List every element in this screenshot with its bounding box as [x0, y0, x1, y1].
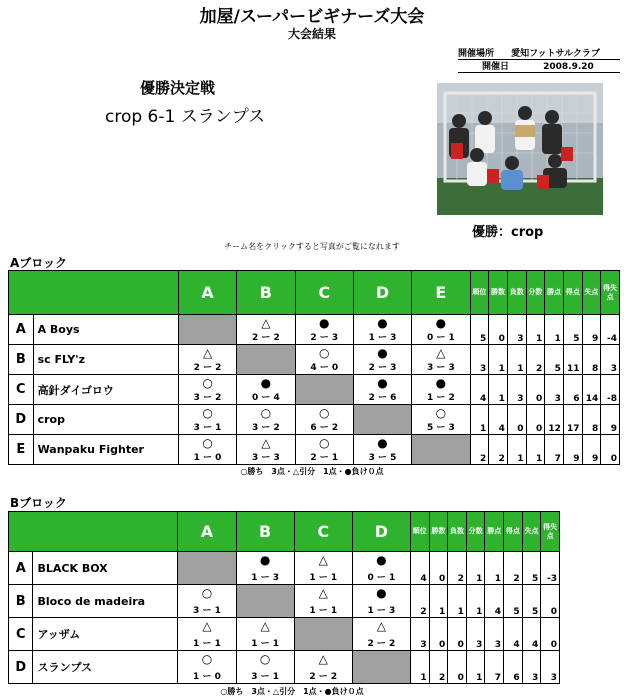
match-result-cell — [294, 585, 352, 618]
team-name-link[interactable]: A Boys — [33, 315, 178, 345]
stat-header: 負数 — [448, 512, 467, 552]
self-match-cell — [295, 375, 353, 405]
venue-row — [458, 46, 620, 60]
result-symbol: ○ — [201, 586, 213, 600]
match-score: 2 ー 2 — [251, 333, 280, 343]
match-result-cell — [295, 345, 353, 375]
result-symbol: ○ — [202, 406, 213, 420]
stat-value: 1 — [489, 375, 508, 405]
stat-value: 9 — [582, 315, 601, 345]
stat-value: 2 — [504, 552, 523, 585]
match-result-cell — [295, 435, 353, 465]
match-score: 4 ー 0 — [310, 363, 339, 373]
result-symbol: △ — [318, 586, 328, 600]
stat-value: 5 — [522, 552, 541, 585]
self-match-cell — [237, 345, 295, 375]
match-score: 3 ー 5 — [368, 453, 397, 463]
match-score: 0 ー 4 — [251, 393, 280, 403]
stat-value: 4 — [485, 585, 504, 618]
match-result-cell — [412, 315, 470, 345]
stat-value: 2 — [489, 435, 508, 465]
stat-value: 3 — [470, 345, 489, 375]
match-score: 0 ー 1 — [367, 573, 396, 583]
stat-value: 3 — [411, 618, 430, 651]
match-score: 3 ー 3 — [251, 453, 280, 463]
table-row — [9, 375, 620, 405]
self-match-cell — [178, 552, 236, 585]
stat-value: -8 — [601, 375, 620, 405]
match-score: 1 ー 1 — [251, 639, 279, 649]
stat-value: 3 — [541, 651, 560, 684]
stat-value: 0 — [489, 315, 508, 345]
block-a-table — [8, 270, 620, 465]
match-score: 6 ー 2 — [310, 423, 339, 433]
result-symbol: △ — [260, 619, 270, 633]
table-row — [9, 315, 620, 345]
result-symbol: △ — [376, 619, 387, 633]
stat-value: 3 — [601, 345, 620, 375]
stat-value: 0 — [541, 618, 560, 651]
row-letter: C — [9, 618, 33, 651]
stat-value: 3 — [466, 618, 485, 651]
match-result-cell — [178, 345, 236, 375]
match-result-cell — [295, 315, 353, 345]
result-symbol: ○ — [202, 436, 213, 450]
stat-value: 0 — [526, 375, 545, 405]
header-row — [9, 512, 560, 552]
stat-value: 0 — [541, 585, 560, 618]
stat-value: 7 — [545, 435, 564, 465]
stat-value: 14 — [582, 375, 601, 405]
stat-value: 6 — [563, 375, 582, 405]
team-name-link[interactable]: crop — [33, 405, 178, 435]
column-header-b: B — [237, 271, 295, 315]
team-name-link[interactable]: アッザム — [33, 618, 178, 651]
match-score: 1 ー 0 — [193, 453, 222, 463]
stat-value: 17 — [563, 405, 582, 435]
stat-value: 5 — [470, 315, 489, 345]
match-score: 3 ー 2 — [193, 393, 222, 403]
stat-value: 8 — [582, 345, 601, 375]
stat-value: 5 — [563, 315, 582, 345]
result-symbol: △ — [261, 316, 271, 330]
stat-value: 11 — [563, 345, 582, 375]
match-result-cell — [352, 585, 410, 618]
stat-value: 4 — [411, 552, 430, 585]
result-symbol: ○ — [260, 406, 272, 420]
match-score: 2 ー 3 — [368, 363, 397, 373]
match-result-cell — [412, 405, 470, 435]
result-symbol: ● — [260, 376, 272, 390]
row-letter: B — [9, 345, 34, 375]
match-result-cell — [237, 315, 295, 345]
self-match-cell — [236, 585, 294, 618]
stat-value: 4 — [504, 618, 523, 651]
stat-header: 失点 — [522, 512, 541, 552]
stat-value: 1 — [489, 345, 508, 375]
column-header-e: E — [412, 271, 470, 315]
stat-value: 5 — [545, 345, 564, 375]
table-row — [9, 435, 620, 465]
stat-header: 勝数 — [489, 271, 508, 315]
match-result-cell — [352, 552, 410, 585]
column-header-d: D — [352, 512, 410, 552]
column-header-a: A — [178, 271, 236, 315]
stat-value: 0 — [507, 405, 526, 435]
stat-value: 0 — [526, 405, 545, 435]
stat-value: 1 — [411, 651, 430, 684]
self-match-cell — [178, 315, 236, 345]
table-row — [9, 405, 620, 435]
table-row — [9, 345, 620, 375]
stat-value: 3 — [507, 375, 526, 405]
stat-value: 9 — [582, 435, 601, 465]
table-row — [9, 552, 560, 585]
champion-team-photo — [437, 83, 603, 215]
result-symbol: △ — [318, 553, 328, 567]
match-score: 1 ー 1 — [309, 606, 338, 616]
stat-value: 8 — [582, 405, 601, 435]
result-symbol: △ — [318, 652, 328, 666]
stat-header: 得失点 — [541, 512, 560, 552]
team-name-link[interactable]: 高針ダイゴロウ — [33, 375, 178, 405]
stat-value: 5 — [522, 585, 541, 618]
stat-value: 4 — [522, 618, 541, 651]
header-row — [9, 271, 620, 315]
stat-header: 勝点 — [485, 512, 504, 552]
stat-header: 得点 — [563, 271, 582, 315]
match-result-cell — [353, 315, 411, 345]
match-score: 2 ー 2 — [193, 363, 222, 373]
match-result-cell — [178, 651, 236, 684]
match-score: 1 ー 0 — [193, 672, 221, 682]
stat-value: 0 — [448, 618, 467, 651]
stat-value: 1 — [429, 585, 448, 618]
match-score: 3 ー 2 — [251, 423, 280, 433]
stat-value: 5 — [504, 585, 523, 618]
result-symbol: ○ — [318, 406, 330, 420]
row-letter: C — [9, 375, 34, 405]
result-symbol: ● — [376, 553, 387, 567]
stat-header: 得点 — [504, 512, 523, 552]
stat-value: 1 — [485, 552, 504, 585]
result-symbol: ● — [435, 316, 447, 330]
stat-value: 6 — [504, 651, 523, 684]
match-result-cell — [353, 345, 411, 375]
self-match-cell — [412, 435, 470, 465]
table-row — [9, 585, 560, 618]
block-a-title: Aブロック — [10, 256, 68, 270]
match-score: 2 ー 2 — [309, 672, 338, 682]
match-result-cell — [236, 552, 294, 585]
venue-label: 開催場所 — [458, 49, 495, 59]
result-symbol: ● — [377, 316, 388, 330]
result-symbol: ○ — [318, 346, 330, 360]
stat-value: 1 — [507, 345, 526, 375]
result-symbol: ● — [435, 376, 447, 390]
result-symbol: ● — [318, 316, 330, 330]
page-title: 加屋/スーパービギナーズ大会 — [199, 7, 425, 27]
row-letter: D — [9, 405, 34, 435]
stat-value: 4 — [489, 405, 508, 435]
header-blank-cell — [9, 512, 178, 552]
stat-value: 4 — [470, 375, 489, 405]
page-subtitle: 大会結果 — [287, 27, 336, 41]
stat-value: 12 — [545, 405, 564, 435]
row-letter: B — [9, 585, 33, 618]
column-header-c: C — [295, 271, 353, 315]
match-result-cell — [236, 618, 294, 651]
column-header-b: B — [236, 512, 294, 552]
match-result-cell — [412, 375, 470, 405]
match-result-cell — [236, 651, 294, 684]
venue-value: 愛知フットサルクラブ — [511, 49, 600, 59]
match-score: 3 ー 3 — [426, 363, 455, 373]
stat-value: 1 — [466, 585, 485, 618]
column-header-c: C — [294, 512, 352, 552]
match-score: 1 ー 3 — [367, 606, 396, 616]
result-symbol: ○ — [435, 406, 447, 420]
row-letter: A — [9, 315, 34, 345]
row-letter: A — [9, 552, 33, 585]
match-result-cell — [412, 345, 470, 375]
stat-value: 0 — [448, 651, 467, 684]
stat-value: 1 — [466, 651, 485, 684]
column-header-d: D — [353, 271, 411, 315]
match-score: 1 ー 1 — [193, 639, 221, 649]
row-letter: D — [9, 651, 33, 684]
date-value: 2008.9.20 — [543, 62, 594, 72]
result-symbol: ● — [259, 553, 271, 567]
stat-header: 分数 — [526, 271, 545, 315]
match-score: 2 ー 3 — [310, 333, 339, 343]
result-symbol: ○ — [318, 436, 330, 450]
stat-header: 勝点 — [545, 271, 564, 315]
stat-value: 0 — [429, 552, 448, 585]
block-b-legend: ○勝ち 3点・△引分 1点・●負け０点 — [220, 687, 364, 696]
date-label: 開催日 — [482, 62, 510, 72]
stat-header: 失点 — [582, 271, 601, 315]
self-match-cell — [353, 405, 411, 435]
match-score: 2 ー 6 — [368, 393, 397, 403]
stat-value: 2 — [411, 585, 430, 618]
result-symbol: ● — [377, 376, 388, 390]
photo-hint-text: チーム名をクリックすると写真がご覧になれます — [224, 242, 400, 251]
block-a-legend: ○勝ち 3点・△引分 1点・●負け０点 — [240, 467, 384, 476]
result-symbol: △ — [202, 619, 212, 633]
result-symbol: ● — [377, 436, 388, 450]
stat-value: -4 — [601, 315, 620, 345]
stat-value: 1 — [470, 405, 489, 435]
stat-header: 順位 — [411, 512, 430, 552]
match-score: 3 ー 1 — [251, 672, 279, 682]
team-name-link[interactable]: BLACK BOX — [33, 552, 178, 585]
stat-value: 1 — [545, 315, 564, 345]
stat-value: 1 — [526, 315, 545, 345]
team-name-link[interactable]: sc FLY'z — [33, 345, 178, 375]
match-score: 3 ー 1 — [193, 606, 221, 616]
stat-value: -3 — [541, 552, 560, 585]
stat-header: 負数 — [507, 271, 526, 315]
match-result-cell — [237, 435, 295, 465]
match-result-cell — [353, 435, 411, 465]
match-score: 0 ー 1 — [426, 333, 455, 343]
table-row — [9, 618, 560, 651]
final-match-score: crop 6-1 スランプス — [105, 107, 266, 127]
match-result-cell — [178, 375, 236, 405]
stat-value: 1 — [466, 552, 485, 585]
stat-value: 3 — [507, 315, 526, 345]
match-result-cell — [178, 405, 236, 435]
result-symbol: △ — [202, 346, 213, 360]
match-result-cell — [178, 618, 236, 651]
stat-value: 0 — [601, 435, 620, 465]
stat-value: 2 — [448, 552, 467, 585]
stat-value: 0 — [429, 618, 448, 651]
match-score: 3 ー 1 — [193, 423, 222, 433]
self-match-cell — [294, 618, 352, 651]
match-score: 1 ー 3 — [251, 573, 279, 583]
stat-header: 得失点 — [601, 271, 620, 315]
match-result-cell — [178, 585, 236, 618]
match-score: 2 ー 2 — [367, 639, 396, 649]
block-b-title: Bブロック — [10, 496, 67, 510]
match-score: 1 ー 1 — [309, 573, 338, 583]
stat-value: 3 — [485, 618, 504, 651]
match-score: 1 ー 2 — [426, 393, 455, 403]
match-result-cell — [178, 435, 236, 465]
stat-header: 順位 — [470, 271, 489, 315]
stat-value: 3 — [545, 375, 564, 405]
stat-value: 7 — [485, 651, 504, 684]
header-blank-cell — [9, 271, 179, 315]
table-row — [9, 651, 560, 684]
column-header-a: A — [178, 512, 236, 552]
stat-header: 勝数 — [429, 512, 448, 552]
match-score: 1 ー 3 — [368, 333, 397, 343]
team-name-link[interactable]: スランプス — [33, 651, 178, 684]
stat-value: 9 — [563, 435, 582, 465]
stat-value: 9 — [601, 405, 620, 435]
row-letter: E — [9, 435, 34, 465]
match-score: 5 ー 3 — [426, 423, 455, 433]
date-row — [458, 59, 620, 73]
match-score: 2 ー 1 — [310, 453, 339, 463]
stat-value: 1 — [448, 585, 467, 618]
result-symbol: ● — [376, 586, 387, 600]
block-b-table — [8, 511, 560, 684]
final-match-label: 優勝決定戦 — [140, 79, 216, 97]
champion-caption: 優勝：crop — [472, 225, 544, 240]
match-result-cell — [237, 375, 295, 405]
result-symbol: ○ — [202, 376, 213, 390]
match-result-cell — [352, 618, 410, 651]
team-name-link[interactable]: Bloco de madeira — [33, 585, 178, 618]
result-symbol: △ — [261, 436, 271, 450]
result-symbol: ● — [377, 346, 388, 360]
self-match-cell — [352, 651, 410, 684]
result-symbol: ○ — [259, 652, 271, 666]
match-result-cell — [294, 552, 352, 585]
stat-header: 分数 — [466, 512, 485, 552]
match-result-cell — [237, 405, 295, 435]
stat-value: 1 — [526, 435, 545, 465]
result-symbol: ○ — [201, 652, 213, 666]
stat-value: 2 — [526, 345, 545, 375]
stat-value: 2 — [470, 435, 489, 465]
result-symbol: △ — [436, 346, 446, 360]
stat-value: 1 — [507, 435, 526, 465]
stat-value: 3 — [522, 651, 541, 684]
team-name-link[interactable]: Wanpaku Fighter — [33, 435, 178, 465]
match-result-cell — [294, 651, 352, 684]
match-result-cell — [295, 405, 353, 435]
stat-value: 2 — [429, 651, 448, 684]
match-result-cell — [353, 375, 411, 405]
